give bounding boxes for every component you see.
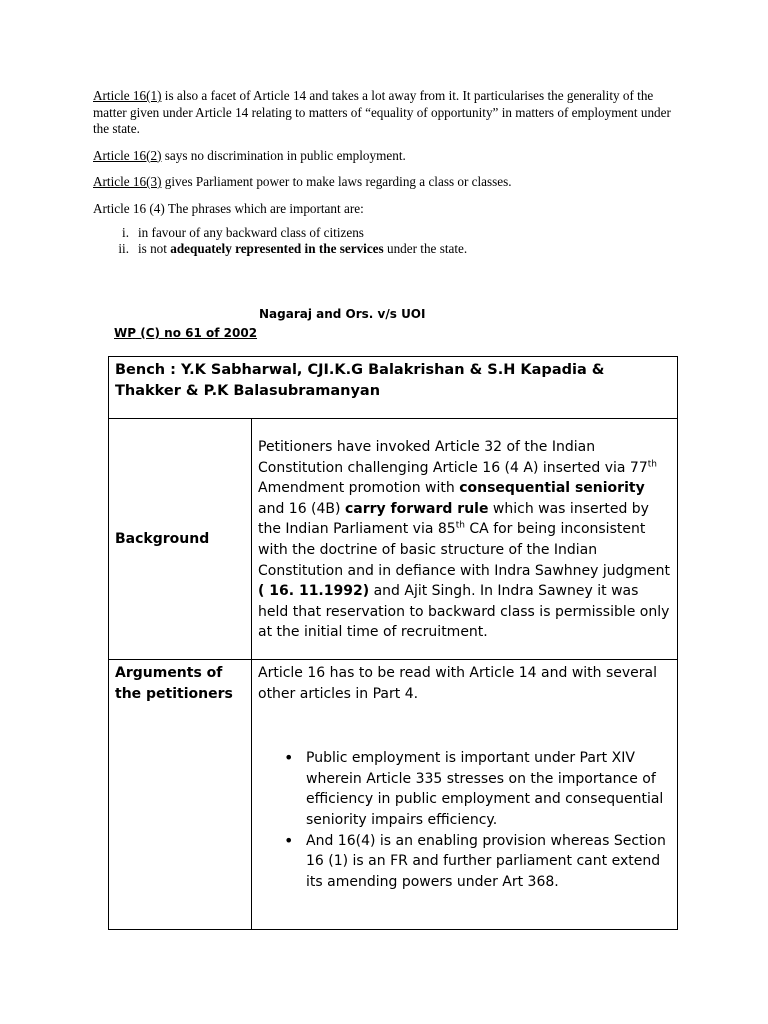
arguments-cell [252,660,678,930]
paragraph-text: gives Parliament power to make laws regarding a class or classes. [161,174,512,189]
paragraph-article-16-4: Article 16 (4) The phrases which are important are: [93,200,364,216]
list-item [93,225,683,241]
case-table [108,356,678,930]
article-16-3-link: Article 16(3) [93,174,162,189]
arguments-intro: Article 16 has to be read with Article 14 and with several other articles in Part 4. [258,665,658,702]
paragraph-text: says no discrimination in public employment. [161,147,406,163]
bench-cell: Bench : Y.K Sabharwal, CJI.K.G Balakrishan & S.H Kapadia & Thakker & P.K Balasubramanyan [109,357,678,419]
background-label: Background [109,419,252,660]
list-number: ii. [118,241,129,256]
bench-row [109,357,678,419]
background-row [109,419,678,660]
case-number: WP (C) no 61 of 2002 [114,326,258,340]
paragraph-article-16-1 [93,88,683,138]
paragraph-article-16-3 [93,174,683,191]
list-number: i. [122,225,129,240]
arguments-list [258,748,671,892]
list-text: in favour of any backward class of citizens [138,225,364,240]
intro-section [93,88,683,257]
paragraph-text: is also a facet of Article 14 and takes a lot away from it. It particularises the generality of the matter given under Article 14 relating to matters of “equality of opportunity” in matters of employment under the state. [93,88,671,136]
list-item: • And 16(4) is an enabling provision whereas Section 16 (1) is an FR and further parliament cant extend its amending powers under Art 368. [306,831,671,893]
paragraph-article-16-2 [93,148,683,165]
article-16-2-link: Article 16(2) [93,147,162,163]
arguments-row [109,660,678,930]
phrases-list [93,225,683,257]
arguments-label: Arguments of the petitioners [109,660,252,930]
case-title: Nagaraj and Ors. v/s UOI [259,307,426,321]
list-item: • Public employment is important under Part XIV wherein Article 335 stresses on the importance of efficiency in public employment and consequential seniority impairs efficiency. [306,748,671,830]
list-item [93,241,683,257]
list-text: is not adequately represented in the services under the state. [138,241,468,256]
article-16-1-link: Article 16(1) [93,88,162,103]
background-text: Petitioners have invoked Article 32 of the Indian Constitution challenging Article 16 (4 A) inserted via 77th Amendment promotion with consequential seniority and 16 (4B) carry forward rule which was inserted by the Indian Parliament via 85th CA for being inconsistent with the doctrine of basic structure of the Indian Constitution and in defiance with Indra Sawhney judgment ( 16. 11.1992) and Ajit Singh. In Indra Sawney it was held that reservation to backward class is permissible only at the initial time of recruitment. [252,419,678,660]
